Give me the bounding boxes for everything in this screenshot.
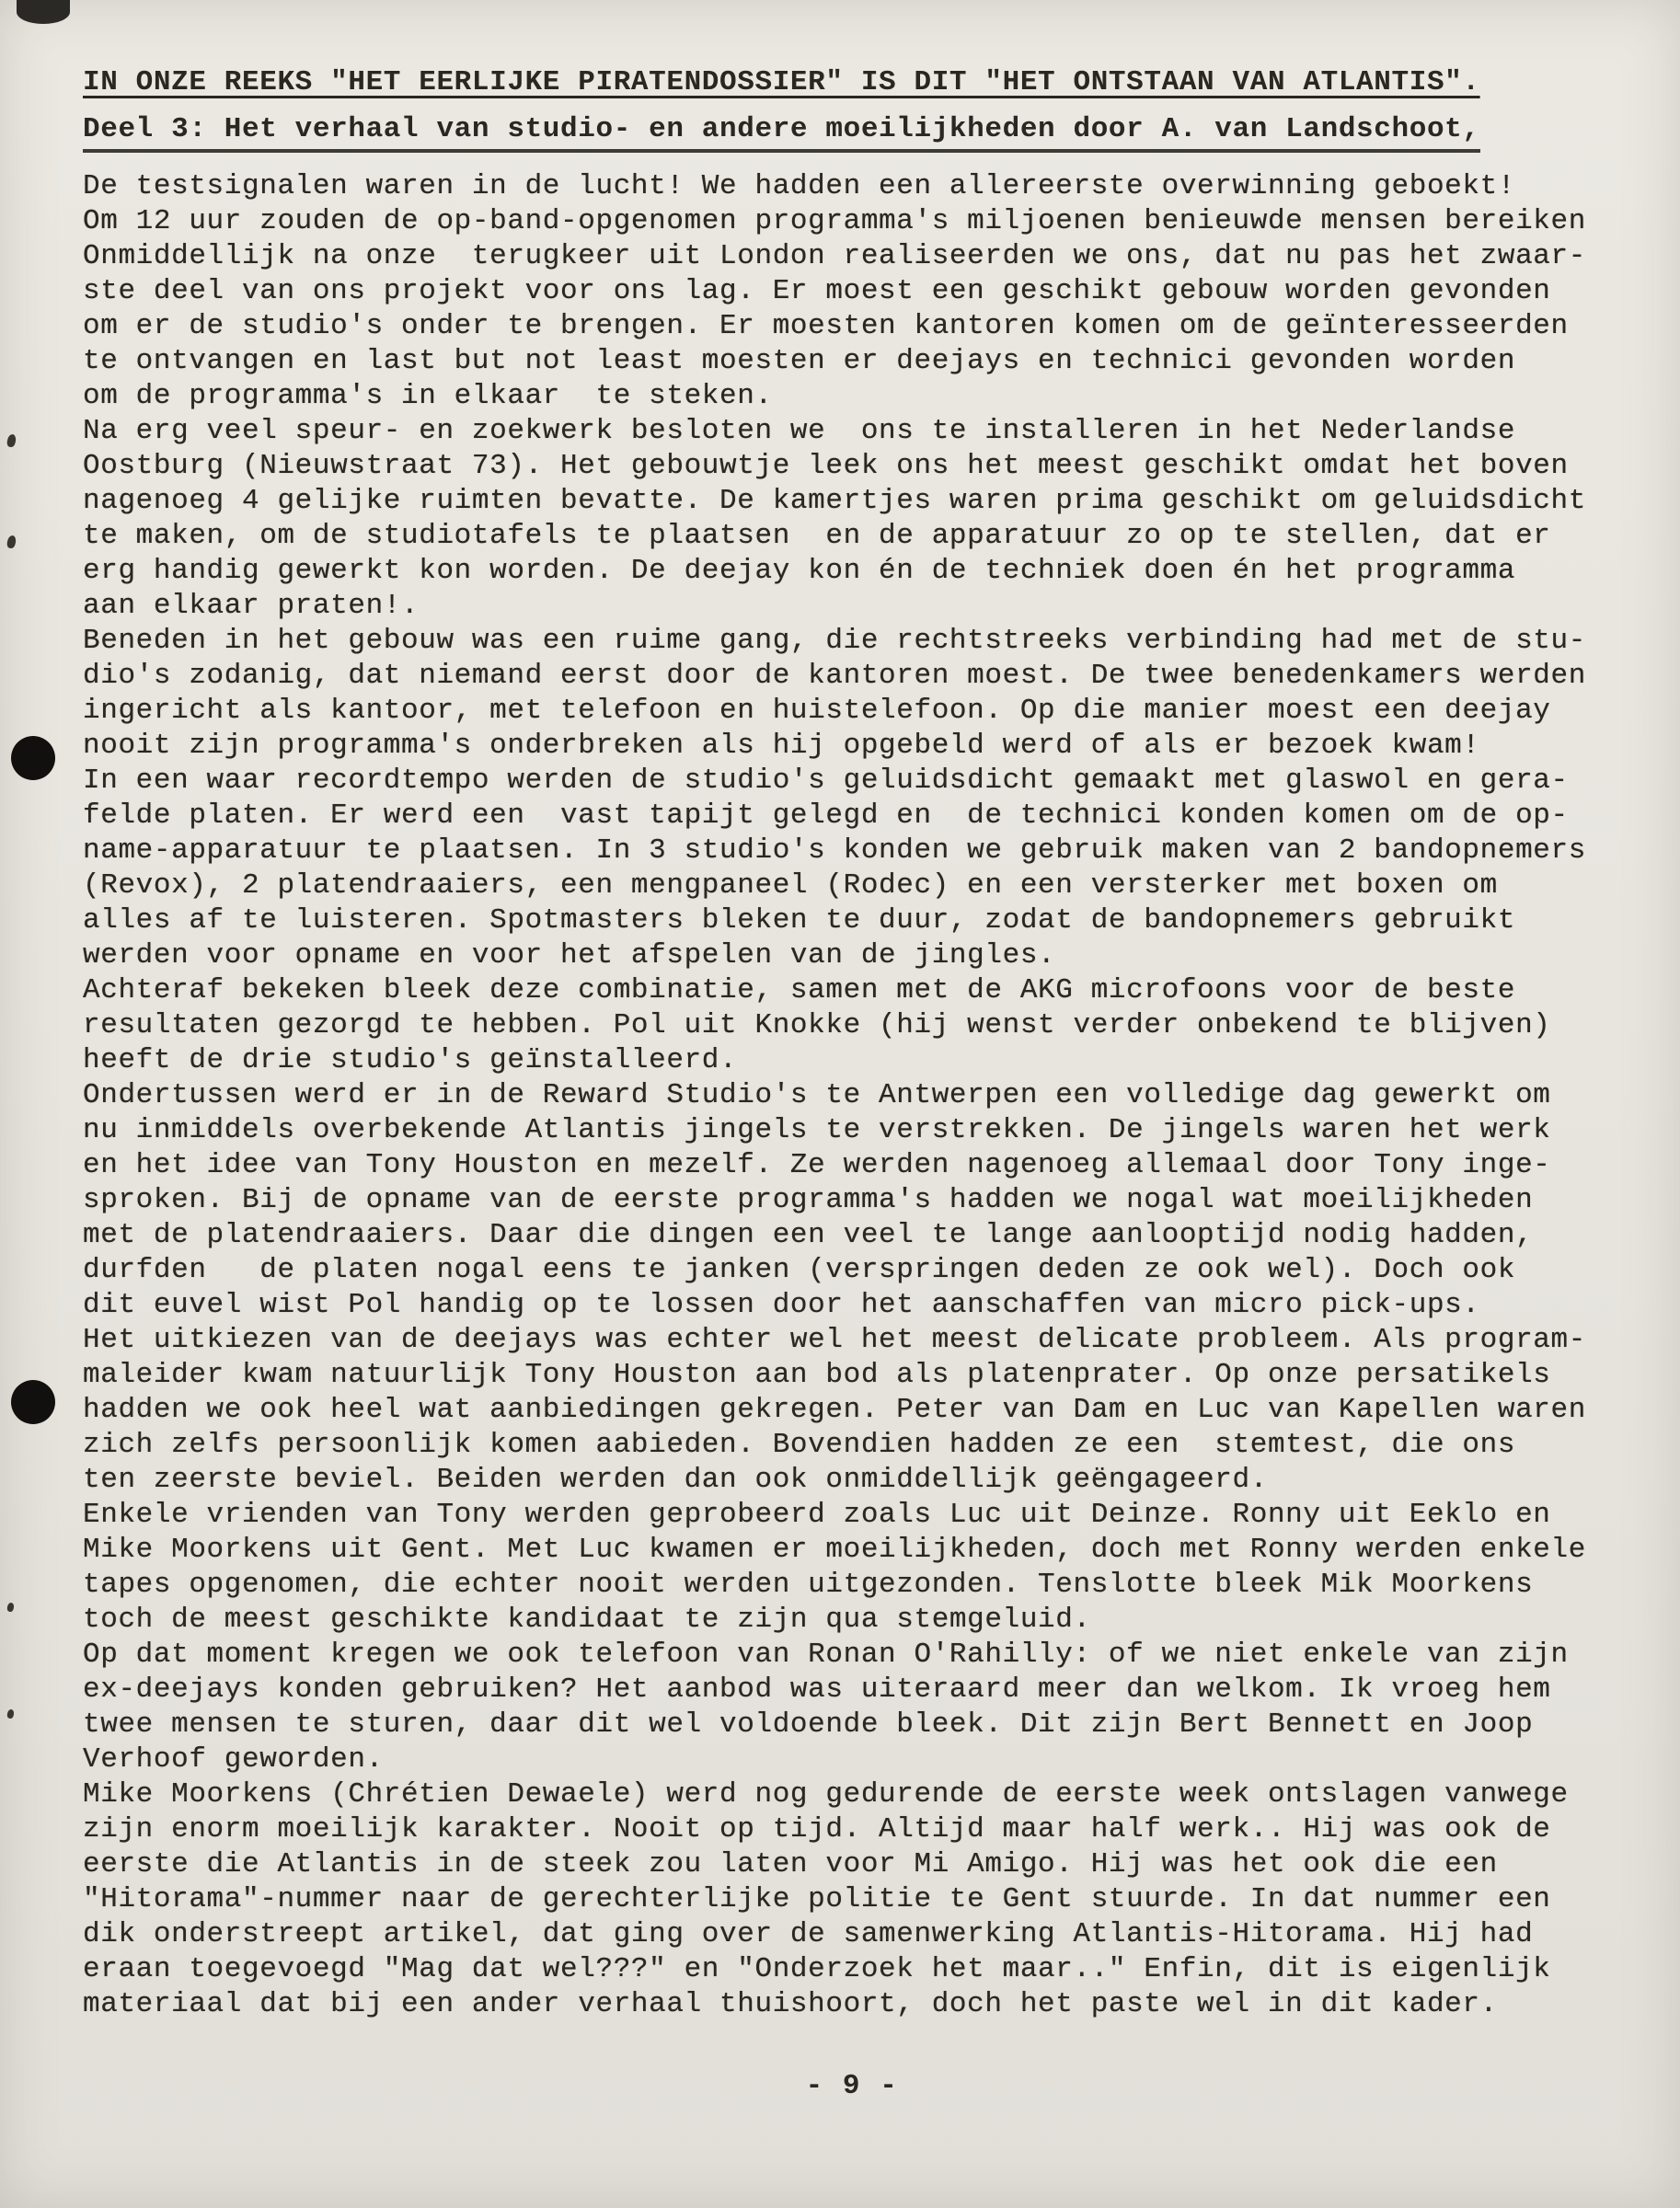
body-line: ste deel van ons projekt voor ons lag. Er moest een geschikt gebouw worden gevonden bbox=[83, 275, 1551, 307]
hole-punch bbox=[11, 736, 55, 780]
body-line: en het idee van Tony Houston en mezelf. Ze werden nagenoeg allemaal door Tony inge- bbox=[83, 1149, 1551, 1181]
body-line: name-apparatuur te plaatsen. In 3 studio's konden we gebruik maken van 2 bandopnemers bbox=[83, 834, 1586, 867]
body-line: durfden de platen nogal eens te janken (verspringen deden ze ook wel). Doch ook bbox=[83, 1254, 1516, 1286]
body-line: zich zelfs persoonlijk komen aabieden. Bovendien hadden ze een stemtest, die ons bbox=[83, 1429, 1516, 1461]
body-line: Beneden in het gebouw was een ruime gang, die rechtstreeks verbinding had met de stu- bbox=[83, 625, 1586, 657]
body-line: alles af te luisteren. Spotmasters bleken te duur, zodat de bandopnemers gebruikt bbox=[83, 904, 1516, 937]
body-line: Ondertussen werd er in de Reward Studio's te Antwerpen een volledige dag gewerkt om bbox=[83, 1079, 1551, 1111]
body-line: Enkele vrienden van Tony werden geprobeerd zoals Luc uit Deinze. Ronny uit Eeklo en bbox=[83, 1499, 1551, 1531]
scan-smudge bbox=[17, 0, 70, 24]
body-line: om de programma's in elkaar te steken. bbox=[83, 380, 773, 412]
ink-speck bbox=[6, 1602, 15, 1612]
body-line: eraan toegevoegd "Mag dat wel???" en "Onderzoek het maar.." Enfin, dit is eigenlijk bbox=[83, 1953, 1551, 1985]
body-line: werden voor opname en voor het afspelen van de jingles. bbox=[83, 939, 1056, 972]
body-line: resultaten gezorgd te hebben. Pol uit Knokke (hij wenst verder onbekend te blijven) bbox=[83, 1009, 1551, 1041]
body-line: heeft de drie studio's geïnstalleerd. bbox=[83, 1044, 738, 1076]
body-line: sproken. Bij de opname van de eerste programma's hadden we nogal wat moeilijkheden bbox=[83, 1184, 1534, 1216]
body-line: Na erg veel speur- en zoekwerk besloten we ons te installeren in het Nederlandse bbox=[83, 415, 1516, 447]
body-line: In een waar recordtempo werden de studio's geluidsdicht gemaakt met glaswol en gera- bbox=[83, 765, 1569, 797]
body-line: Het uitkiezen van de deejays was echter wel het meest delicate probleem. Als program- bbox=[83, 1324, 1586, 1356]
body-line: toch de meest geschikte kandidaat te zijn qua stemgeluid. bbox=[83, 1604, 1091, 1636]
body-line: Achteraf bekeken bleek deze combinatie, samen met de AKG microfoons voor de beste bbox=[83, 974, 1516, 1006]
part-title: Deel 3: Het verhaal van studio- en andere moeilijkheden door A. van Landschoot, bbox=[83, 113, 1480, 153]
body-line: Onmiddellijk na onze terugkeer uit London realiseerden we ons, dat nu pas het zwaar- bbox=[83, 240, 1586, 272]
body-line: tapes opgenomen, die echter nooit werden uitgezonden. Tenslotte bleek Mik Moorkens bbox=[83, 1569, 1534, 1601]
body-line: te ontvangen en last but not least moesten er deejays en technici gevonden worden bbox=[83, 345, 1516, 377]
body-line: Oostburg (Nieuwstraat 73). Het gebouwtje leek ons het meest geschikt omdat het boven bbox=[83, 450, 1569, 482]
ink-speck bbox=[6, 433, 17, 448]
body-line: zijn enorm moeilijk karakter. Nooit op tijd. Altijd maar half werk.. Hij was ook de bbox=[83, 1813, 1551, 1846]
body-line: met de platendraaiers. Daar die dingen een veel te lange aanlooptijd nodig hadden, bbox=[83, 1219, 1534, 1251]
body-line: ex-deejays konden gebruiken? Het aanbod was uiteraard meer dan welkom. Ik vroeg hem bbox=[83, 1673, 1551, 1706]
body-line: ingericht als kantoor, met telefoon en huistelefoon. Op die manier moest een deejay bbox=[83, 695, 1551, 727]
body-line: aan elkaar praten!. bbox=[83, 590, 420, 622]
body-line: Mike Moorkens uit Gent. Met Luc kwamen er moeilijkheden, doch met Ronny werden enkele bbox=[83, 1534, 1586, 1566]
body-line: Mike Moorkens (Chrétien Dewaele) werd nog gedurende de eerste week ontslagen vanwege bbox=[83, 1778, 1569, 1811]
body-line: dio's zodanig, dat niemand eerst door de kantoren moest. De twee benedenkamers werden bbox=[83, 660, 1586, 692]
body-line: hadden we ook heel wat aanbiedingen gekregen. Peter van Dam en Luc van Kapellen waren bbox=[83, 1394, 1586, 1426]
body-line: twee mensen te sturen, daar dit wel voldoende bleek. Dit zijn Bert Bennett en Joop bbox=[83, 1708, 1534, 1741]
ink-speck bbox=[6, 1708, 15, 1719]
body-line: ten zeerste beviel. Beiden werden dan ook onmiddellijk geëngageerd. bbox=[83, 1464, 1268, 1496]
body-line: nu inmiddels overbekende Atlantis jingels te verstrekken. De jingels waren het werk bbox=[83, 1114, 1551, 1146]
body-line: Verhoof geworden. bbox=[83, 1743, 384, 1776]
body-line: eerste die Atlantis in de steek zou laten voor Mi Amigo. Hij was het ook die een bbox=[83, 1848, 1498, 1880]
body-line: (Revox), 2 platendraaiers, een mengpaneel (Rodec) en een versterker met boxen om bbox=[83, 869, 1498, 902]
body-line: De testsignalen waren in de lucht! We hadden een allereerste overwinning geboekt! bbox=[83, 170, 1516, 202]
ink-speck bbox=[6, 535, 17, 549]
body-line: erg handig gewerkt kon worden. De deejay kon én de techniek doen én het programma bbox=[83, 555, 1516, 587]
body-line: te maken, om de studiotafels te plaatsen en de apparatuur zo op te stellen, dat er bbox=[83, 520, 1551, 552]
page-number: - 9 - bbox=[805, 2070, 899, 2102]
body-line: nagenoeg 4 gelijke ruimten bevatte. De kamertjes waren prima geschikt om geluidsdicht bbox=[83, 485, 1586, 517]
body-line: Op dat moment kregen we ook telefoon van Ronan O'Rahilly: of we niet enkele van zijn bbox=[83, 1639, 1569, 1671]
body-line: "Hitorama"-nummer naar de gerechterlijke politie te Gent stuurde. In dat nummer een bbox=[83, 1883, 1551, 1915]
body-text bbox=[83, 169, 1621, 2022]
body-line: Om 12 uur zouden de op-band-opgenomen programma's miljoenen benieuwde mensen bereiken bbox=[83, 205, 1586, 237]
body-line: maleider kwam natuurlijk Tony Houston aan bod als platenprater. Op onze persatikels bbox=[83, 1359, 1551, 1391]
body-line: nooit zijn programma's onderbreken als hij opgebeld werd of als er bezoek kwam! bbox=[83, 730, 1480, 762]
body-line: materiaal dat bij een ander verhaal thuishoort, doch het paste wel in dit kader. bbox=[83, 1988, 1498, 2020]
body-line: felde platen. Er werd een vast tapijt gelegd en de technici konden komen om de op- bbox=[83, 799, 1569, 832]
hole-punch bbox=[11, 1380, 55, 1424]
body-line: om er de studio's onder te brengen. Er moesten kantoren komen om de geïnteresseerden bbox=[83, 310, 1569, 342]
series-title: IN ONZE REEKS "HET EERLIJKE PIRATENDOSSIER" IS DIT "HET ONTSTAAN VAN ATLANTIS". bbox=[83, 66, 1480, 98]
body-line: dik onderstreept artikel, dat ging over de samenwerking Atlantis-Hitorama. Hij had bbox=[83, 1918, 1534, 1950]
body-line: dit euvel wist Pol handig op te lossen door het aanschaffen van micro pick-ups. bbox=[83, 1289, 1480, 1321]
